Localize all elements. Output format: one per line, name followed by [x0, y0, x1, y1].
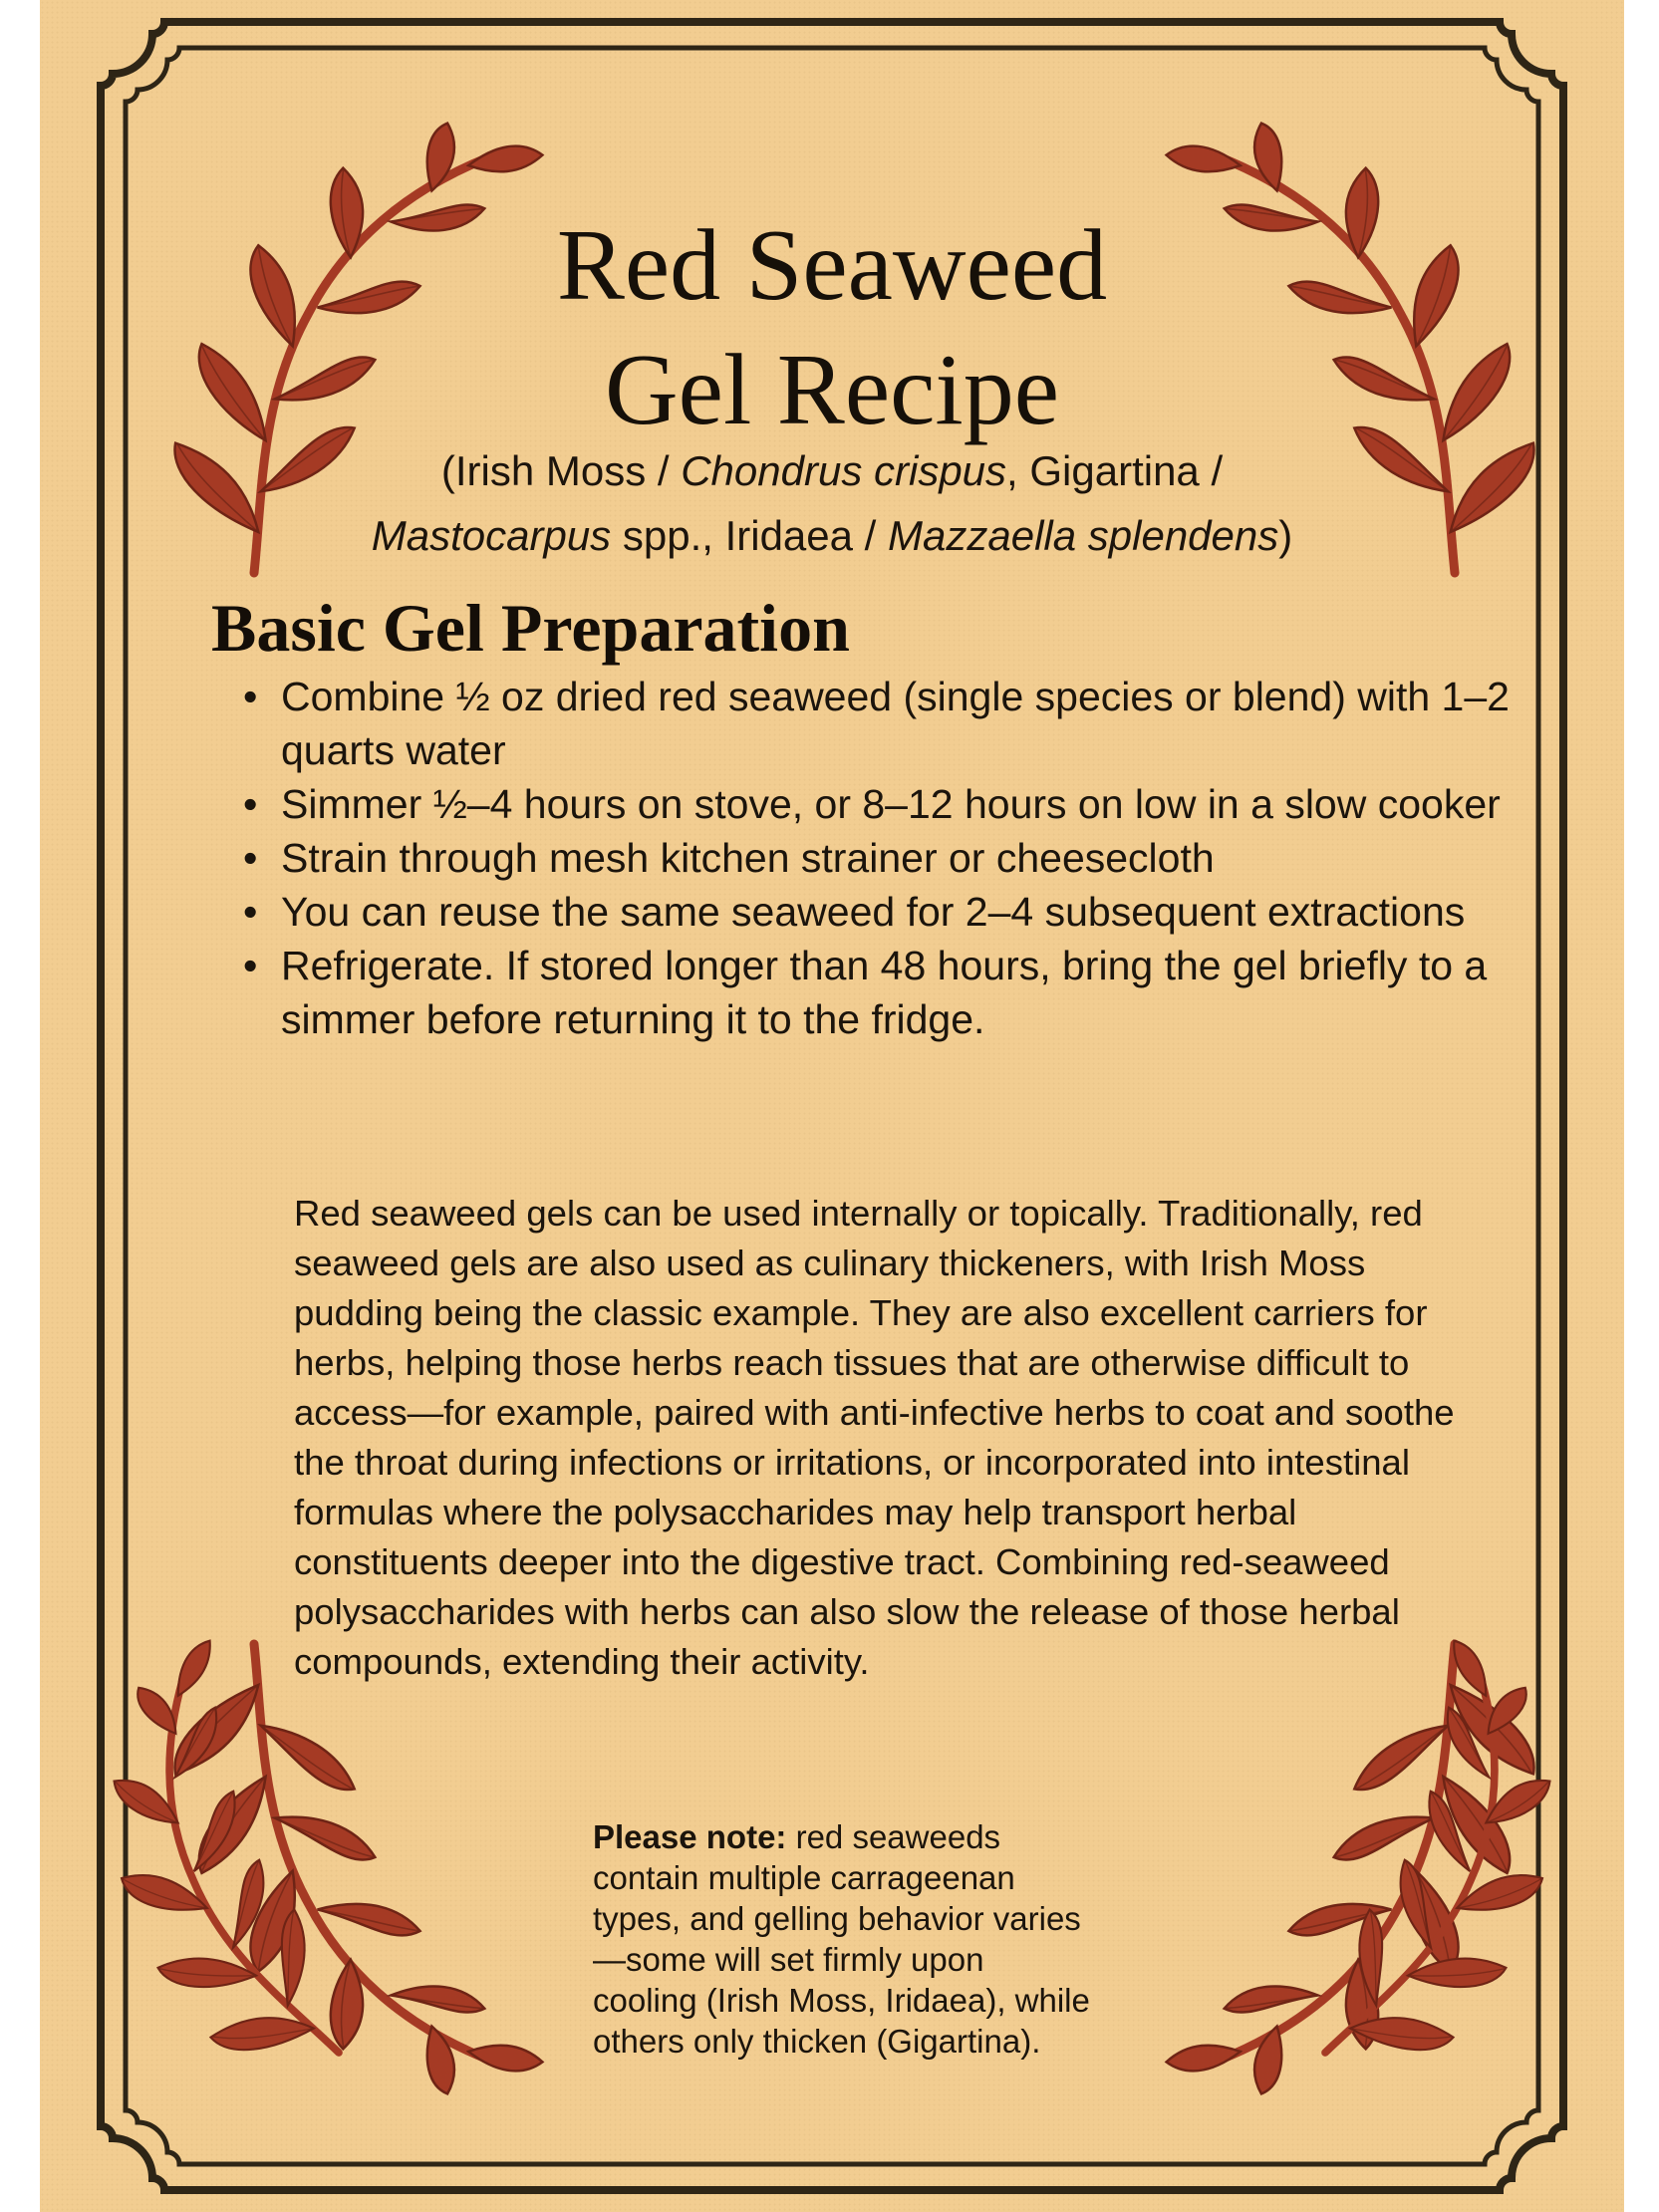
subtitle-text: (Irish Moss /	[440, 447, 682, 494]
note-paragraph	[593, 1816, 1091, 2062]
subtitle-text: spp., Iridaea /	[611, 512, 889, 559]
seaweed-sprig-icon	[1179, 1622, 1624, 2098]
seaweed-sprig-icon	[135, 1635, 594, 2106]
subtitle-text: , Gigartina /	[1006, 447, 1224, 494]
species-name: Mazzaella splendens	[888, 512, 1279, 559]
list-item: • You can reuse the same seaweed for 2–4 subsequent extractions	[281, 885, 1566, 939]
list-item: • Refrigerate. If stored longer than 48 hours, bring the gel briefly to a simmer before returning it to the fridge.	[281, 939, 1566, 1046]
list-item: • Simmer ½–4 hours on stove, or 8–12 hours on low in a slow cooker	[281, 777, 1566, 831]
note-label: Please note:	[593, 1818, 787, 1855]
section-heading: Basic Gel Preparation	[211, 590, 850, 666]
subtitle-text: )	[1278, 512, 1293, 559]
recipe-card	[40, 0, 1624, 2212]
page-title-line-1: Red Seaweed	[556, 209, 1108, 322]
species-name: Chondrus crispus	[681, 447, 1007, 494]
steps-list	[211, 670, 1566, 1046]
list-item: • Combine ½ oz dried red seaweed (single species or blend) with 1–2 quarts water	[281, 670, 1566, 777]
species-name: Mastocarpus	[371, 512, 612, 559]
subtitle-line-2	[40, 508, 1624, 564]
body-paragraph: Red seaweed gels can be used internally or topically. Traditionally, red seaweed gels are also used as culinary thickeners, with Irish Moss pudding being the classic example. They are also excellent carriers for herbs, helping those herbs reach tissues that are otherwise difficult to access—for example, paired with anti-infective herbs to coat and soothe the throat during infections or irritations, or incorporated into intestinal formulas where the polysaccharides may help transport herbal constituents deeper into the digestive tract. Combining red-seaweed polysaccharides with herbs can also slow the release of those herbal compounds, extending their activity.	[294, 1193, 1455, 1682]
note-text: red seaweeds contain multiple carrageenan types, and gelling behavior varies—some will set firmly upon cooling (Irish Moss, Iridaea), while others only thicken (Gigartina).	[593, 1818, 1090, 2060]
page-title-line-2: Gel Recipe	[605, 334, 1059, 446]
subtitle-line-1	[40, 443, 1624, 499]
list-item: • Strain through mesh kitchen strainer or cheesecloth	[281, 831, 1566, 885]
